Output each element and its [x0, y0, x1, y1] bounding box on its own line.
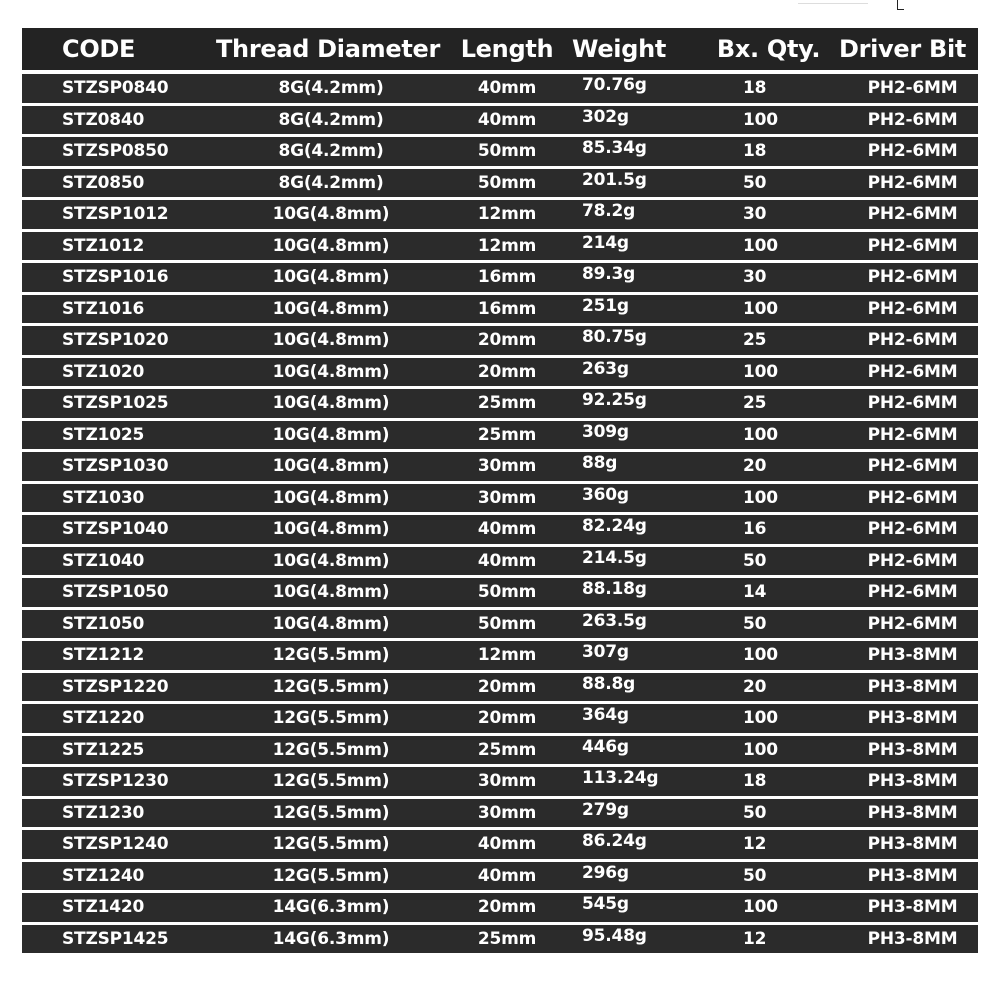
cell-code: STZ1240: [62, 865, 145, 886]
cell-driver-bit: PH2-6MM: [867, 519, 958, 540]
cell-weight: 78.2g: [582, 201, 636, 222]
cell-length: 16mm: [477, 267, 537, 288]
cell-driver-bit: PH2-6MM: [867, 550, 958, 571]
cell-code: STZSP1020: [62, 330, 169, 351]
cell-box-qty: 20: [743, 456, 767, 477]
cell-driver-bit: PH2-6MM: [867, 267, 958, 288]
cell-weight: 201.5g: [582, 169, 647, 190]
cell-length: 25mm: [477, 739, 537, 760]
cell-thread-diameter: 12G(5.5mm): [272, 865, 390, 886]
cell-code: STZSP1040: [62, 519, 169, 540]
spec-table: [22, 28, 978, 956]
cell-driver-bit: PH2-6MM: [867, 172, 958, 193]
cell-box-qty: 50: [743, 802, 767, 823]
cell-weight: 70.76g: [582, 75, 647, 96]
cell-thread-diameter: 10G(4.8mm): [272, 330, 390, 351]
header-thread-diameter: Thread Diameter: [215, 35, 441, 63]
corner-crop-mark: [897, 0, 904, 10]
cell-weight: 307g: [582, 642, 629, 663]
cell-weight: 92.25g: [582, 390, 647, 411]
cell-thread-diameter: 12G(5.5mm): [272, 645, 390, 666]
cell-box-qty: 100: [743, 708, 778, 729]
table-row: [22, 893, 978, 922]
cell-box-qty: 14: [743, 582, 767, 603]
cell-length: 40mm: [477, 865, 537, 886]
cell-thread-diameter: 14G(6.3mm): [272, 897, 390, 918]
cell-box-qty: 100: [743, 739, 778, 760]
table-row: [22, 641, 978, 670]
cell-weight: 263g: [582, 358, 629, 379]
cell-box-qty: 50: [743, 172, 767, 193]
cell-weight: 309g: [582, 421, 629, 442]
cell-code: STZ1030: [62, 487, 145, 508]
cell-length: 50mm: [477, 613, 537, 634]
header-code: CODE: [62, 35, 136, 63]
cell-code: STZ1220: [62, 708, 145, 729]
cell-length: 12mm: [477, 235, 537, 256]
table-row: [22, 169, 978, 198]
table-row: [22, 326, 978, 355]
table-row: [22, 515, 978, 544]
cell-weight: 85.34g: [582, 138, 647, 159]
cell-length: 40mm: [477, 834, 537, 855]
cell-thread-diameter: 10G(4.8mm): [272, 487, 390, 508]
cell-driver-bit: PH3-8MM: [867, 802, 958, 823]
cell-thread-diameter: 8G(4.2mm): [278, 78, 384, 99]
cell-code: STZ1040: [62, 550, 145, 571]
cell-length: 25mm: [477, 393, 537, 414]
cell-weight: 89.3g: [582, 264, 636, 285]
cell-driver-bit: PH2-6MM: [867, 109, 958, 130]
table-row: [22, 200, 978, 229]
cell-thread-diameter: 10G(4.8mm): [272, 393, 390, 414]
cell-driver-bit: PH2-6MM: [867, 298, 958, 319]
cell-weight: 95.48g: [582, 925, 647, 946]
cell-weight: 545g: [582, 894, 629, 915]
cell-length: 40mm: [477, 550, 537, 571]
cell-weight: 279g: [582, 799, 629, 820]
cell-driver-bit: PH3-8MM: [867, 708, 958, 729]
cell-weight: 251g: [582, 295, 629, 316]
cell-thread-diameter: 10G(4.8mm): [272, 456, 390, 477]
cell-driver-bit: PH3-8MM: [867, 771, 958, 792]
cell-length: 25mm: [477, 424, 537, 445]
cell-length: 50mm: [477, 582, 537, 603]
cell-thread-diameter: 10G(4.8mm): [272, 235, 390, 256]
cell-box-qty: 100: [743, 424, 778, 445]
cell-weight: 360g: [582, 484, 629, 505]
table-row: [22, 704, 978, 733]
cell-box-qty: 12: [743, 928, 767, 949]
cell-driver-bit: PH2-6MM: [867, 582, 958, 603]
table-row: [22, 421, 978, 450]
cell-driver-bit: PH2-6MM: [867, 424, 958, 445]
cell-code: STZ0850: [62, 172, 145, 193]
cell-weight: 80.75g: [582, 327, 647, 348]
cell-code: STZSP1012: [62, 204, 169, 225]
cell-code: STZSP1050: [62, 582, 169, 603]
cell-code: STZ0840: [62, 109, 145, 130]
table-row: [22, 389, 978, 418]
cell-code: STZ1212: [62, 645, 145, 666]
table-row: [22, 925, 978, 954]
cell-length: 20mm: [477, 708, 537, 729]
cell-length: 12mm: [477, 204, 537, 225]
cell-thread-diameter: 10G(4.8mm): [272, 550, 390, 571]
cell-box-qty: 100: [743, 897, 778, 918]
table-row: [22, 736, 978, 765]
table-row: [22, 295, 978, 324]
cell-code: STZ1012: [62, 235, 145, 256]
cell-code: STZSP0850: [62, 141, 169, 162]
cell-code: STZ1420: [62, 897, 145, 918]
table-row: [22, 830, 978, 859]
cell-box-qty: 50: [743, 865, 767, 886]
cell-driver-bit: PH3-8MM: [867, 865, 958, 886]
cell-code: STZSP1220: [62, 676, 169, 697]
cell-box-qty: 25: [743, 330, 767, 351]
cell-thread-diameter: 10G(4.8mm): [272, 204, 390, 225]
cell-driver-bit: PH2-6MM: [867, 613, 958, 634]
cell-length: 20mm: [477, 676, 537, 697]
cell-length: 20mm: [477, 330, 537, 351]
cell-length: 30mm: [477, 802, 537, 823]
cell-weight: 214g: [582, 232, 629, 253]
cell-driver-bit: PH3-8MM: [867, 834, 958, 855]
table-row: [22, 799, 978, 828]
cell-length: 12mm: [477, 645, 537, 666]
cell-length: 25mm: [477, 928, 537, 949]
cell-code: STZSP0840: [62, 78, 169, 99]
table-row: [22, 484, 978, 513]
cell-driver-bit: PH2-6MM: [867, 456, 958, 477]
cell-box-qty: 100: [743, 645, 778, 666]
table-row: [22, 452, 978, 481]
cell-length: 30mm: [477, 487, 537, 508]
cell-box-qty: 16: [743, 519, 767, 540]
header-length: Length: [460, 35, 554, 63]
cell-thread-diameter: 12G(5.5mm): [272, 676, 390, 697]
cell-code: STZSP1030: [62, 456, 169, 477]
cell-weight: 88.18g: [582, 579, 647, 600]
table-row: [22, 673, 978, 702]
corner-rule: [798, 3, 868, 4]
table-row: [22, 767, 978, 796]
cell-length: 40mm: [477, 78, 537, 99]
cell-thread-diameter: 8G(4.2mm): [278, 109, 384, 130]
cell-length: 20mm: [477, 361, 537, 382]
cell-box-qty: 100: [743, 298, 778, 319]
cell-box-qty: 100: [743, 235, 778, 256]
cell-thread-diameter: 10G(4.8mm): [272, 582, 390, 603]
cell-thread-diameter: 12G(5.5mm): [272, 771, 390, 792]
cell-thread-diameter: 10G(4.8mm): [272, 424, 390, 445]
table-header: [22, 28, 978, 70]
cell-driver-bit: PH2-6MM: [867, 330, 958, 351]
cell-box-qty: 18: [743, 771, 767, 792]
cell-driver-bit: PH2-6MM: [867, 235, 958, 256]
cell-length: 20mm: [477, 897, 537, 918]
table-row: [22, 232, 978, 261]
cell-box-qty: 100: [743, 361, 778, 382]
header-weight: Weight: [572, 35, 667, 63]
cell-weight: 296g: [582, 862, 629, 883]
cell-thread-diameter: 12G(5.5mm): [272, 708, 390, 729]
cell-weight: 446g: [582, 736, 629, 757]
cell-code: STZSP1425: [62, 928, 169, 949]
cell-driver-bit: PH3-8MM: [867, 928, 958, 949]
cell-weight: 82.24g: [582, 516, 647, 537]
table-row: [22, 263, 978, 292]
cell-code: STZSP1240: [62, 834, 169, 855]
cell-code: STZSP1025: [62, 393, 169, 414]
cell-box-qty: 30: [743, 204, 767, 225]
cell-thread-diameter: 12G(5.5mm): [272, 739, 390, 760]
table-body: [22, 74, 978, 956]
cell-code: STZ1050: [62, 613, 145, 634]
cell-code: STZ1230: [62, 802, 145, 823]
cell-weight: 302g: [582, 106, 629, 127]
cell-thread-diameter: 12G(5.5mm): [272, 834, 390, 855]
cell-driver-bit: PH2-6MM: [867, 204, 958, 225]
table-row: [22, 610, 978, 639]
cell-box-qty: 18: [743, 141, 767, 162]
cell-thread-diameter: 8G(4.2mm): [278, 141, 384, 162]
cell-length: 50mm: [477, 172, 537, 193]
cell-driver-bit: PH3-8MM: [867, 645, 958, 666]
cell-thread-diameter: 8G(4.2mm): [278, 172, 384, 193]
table-row: [22, 137, 978, 166]
cell-box-qty: 20: [743, 676, 767, 697]
cell-weight: 86.24g: [582, 831, 647, 852]
table-row: [22, 547, 978, 576]
cell-box-qty: 25: [743, 393, 767, 414]
header-driver-bit: Driver Bit: [838, 35, 967, 63]
cell-driver-bit: PH2-6MM: [867, 361, 958, 382]
cell-thread-diameter: 10G(4.8mm): [272, 361, 390, 382]
cell-box-qty: 18: [743, 78, 767, 99]
table-row: [22, 578, 978, 607]
cell-box-qty: 100: [743, 109, 778, 130]
cell-thread-diameter: 12G(5.5mm): [272, 802, 390, 823]
cell-weight: 88.8g: [582, 673, 636, 694]
cell-driver-bit: PH2-6MM: [867, 141, 958, 162]
cell-thread-diameter: 10G(4.8mm): [272, 519, 390, 540]
cell-code: STZ1025: [62, 424, 145, 445]
cell-driver-bit: PH2-6MM: [867, 78, 958, 99]
cell-box-qty: 50: [743, 550, 767, 571]
cell-thread-diameter: 10G(4.8mm): [272, 613, 390, 634]
cell-code: STZ1225: [62, 739, 145, 760]
cell-length: 40mm: [477, 109, 537, 130]
table-row: [22, 106, 978, 135]
table-row: [22, 74, 978, 103]
cell-weight: 113.24g: [582, 768, 659, 789]
cell-driver-bit: PH3-8MM: [867, 739, 958, 760]
cell-box-qty: 50: [743, 613, 767, 634]
cell-driver-bit: PH3-8MM: [867, 897, 958, 918]
cell-length: 30mm: [477, 456, 537, 477]
table-row: [22, 862, 978, 891]
table-row: [22, 358, 978, 387]
cell-driver-bit: PH3-8MM: [867, 676, 958, 697]
cell-length: 40mm: [477, 519, 537, 540]
cell-weight: 263.5g: [582, 610, 647, 631]
cell-code: STZ1016: [62, 298, 145, 319]
cell-thread-diameter: 10G(4.8mm): [272, 298, 390, 319]
cell-code: STZSP1016: [62, 267, 169, 288]
cell-driver-bit: PH2-6MM: [867, 487, 958, 508]
cell-length: 50mm: [477, 141, 537, 162]
cell-code: STZ1020: [62, 361, 145, 382]
cell-driver-bit: PH2-6MM: [867, 393, 958, 414]
cell-length: 30mm: [477, 771, 537, 792]
cell-thread-diameter: 10G(4.8mm): [272, 267, 390, 288]
cell-box-qty: 30: [743, 267, 767, 288]
cell-weight: 88g: [582, 453, 618, 474]
cell-box-qty: 12: [743, 834, 767, 855]
cell-length: 16mm: [477, 298, 537, 319]
cell-thread-diameter: 14G(6.3mm): [272, 928, 390, 949]
cell-box-qty: 100: [743, 487, 778, 508]
cell-weight: 364g: [582, 705, 629, 726]
cell-code: STZSP1230: [62, 771, 169, 792]
cell-weight: 214.5g: [582, 547, 647, 568]
header-box-qty: Bx. Qty.: [716, 35, 821, 63]
